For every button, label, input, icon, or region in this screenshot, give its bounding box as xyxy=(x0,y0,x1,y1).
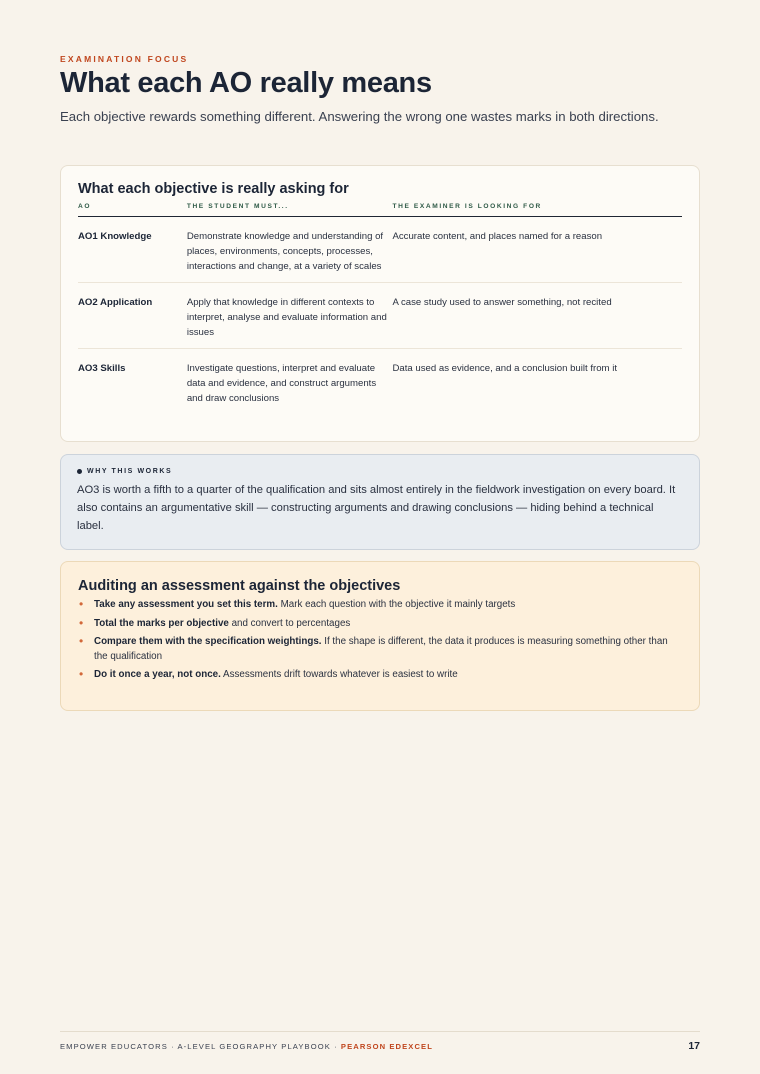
audit-list xyxy=(78,598,682,683)
examiner-cell: Accurate content, and places named for a reason xyxy=(392,231,603,242)
ao-cell: AO2 Application xyxy=(78,297,153,308)
why-this-works-callout xyxy=(60,454,700,550)
page-footer xyxy=(60,1031,700,1052)
item-lead: Total the marks per objective xyxy=(94,617,229,629)
item-lead: Compare them with the specification weightings. xyxy=(94,636,322,648)
examiner-cell: A case study used to answer something, not recited xyxy=(392,297,612,308)
table-row xyxy=(78,348,682,414)
bullet-icon: • xyxy=(79,634,84,649)
student-cell: Investigate questions, interpret and evaluate data and evidence, and construct arguments and draw conclusions xyxy=(186,363,377,404)
table-row xyxy=(78,217,682,282)
table-header xyxy=(78,203,682,217)
column-header-examiner: THE EXAMINER IS LOOKING FOR xyxy=(392,203,542,210)
item-text: and convert to percentages xyxy=(228,617,351,629)
list-item xyxy=(78,668,682,683)
column-header-ao: AO xyxy=(78,203,92,210)
column-header-student: THE STUDENT MUST... xyxy=(186,203,289,210)
item-text: Assessments drift towards whatever is easiest to write xyxy=(220,669,458,681)
why-label-text: WHY THIS WORKS xyxy=(87,468,173,475)
page-lede: Each objective rewards something different. Answering the wrong one wastes marks in both directions. xyxy=(60,109,659,124)
footer-credits-text: EMPOWER EDUCATORS · A-LEVEL GEOGRAPHY PLAYBOOK · xyxy=(60,1041,341,1051)
student-cell: Demonstrate knowledge and understanding of places, environments, concepts, processes, interactions and change, at a variety of scales xyxy=(186,231,384,272)
examiner-cell: Data used as evidence, and a conclusion built from it xyxy=(392,363,617,374)
table-title: What each objective is really asking for xyxy=(78,181,349,197)
item-text: If the shape is different, the data it produces is measuring something other than the qualification xyxy=(94,636,668,662)
bullet-icon: • xyxy=(79,667,84,682)
page-title: What each AO really means xyxy=(60,67,432,99)
item-lead: Take any assessment you set this term. xyxy=(94,599,278,610)
why-text: AO3 is worth a fifth to a quarter of the qualification and sits almost entirely in the fieldwork investigation on every board. It also contains an argumentative skill — constructing arguments and drawing conclusions — hiding behind a technical label. xyxy=(77,484,676,532)
list-item xyxy=(78,635,682,664)
footer-brand: PEARSON EDEXCEL xyxy=(340,1041,433,1051)
ao-cell: AO3 Skills xyxy=(78,363,126,374)
audit-title: Auditing an assessment against the objectives xyxy=(78,578,401,594)
ao-cell: AO1 Knowledge xyxy=(78,231,152,242)
list-item xyxy=(78,617,682,632)
table-row xyxy=(78,282,682,348)
why-label xyxy=(77,468,682,475)
bullet-icon: • xyxy=(79,615,84,630)
page-number: 17 xyxy=(688,1040,700,1052)
item-lead: Do it once a year, not once. xyxy=(94,669,221,681)
eyebrow-label: EXAMINATION FOCUS xyxy=(60,54,189,64)
student-cell: Apply that knowledge in different contexts to interpret, analyse and evaluate information and issues xyxy=(186,297,387,338)
footer-credits xyxy=(60,1042,433,1051)
list-item xyxy=(78,598,682,613)
bullet-dot-icon xyxy=(77,469,82,474)
objectives-table-card xyxy=(60,165,700,442)
item-text: Mark each question with the objective it mainly targets xyxy=(277,599,516,610)
bullet-icon: • xyxy=(79,597,84,611)
audit-checklist-card xyxy=(60,561,700,711)
